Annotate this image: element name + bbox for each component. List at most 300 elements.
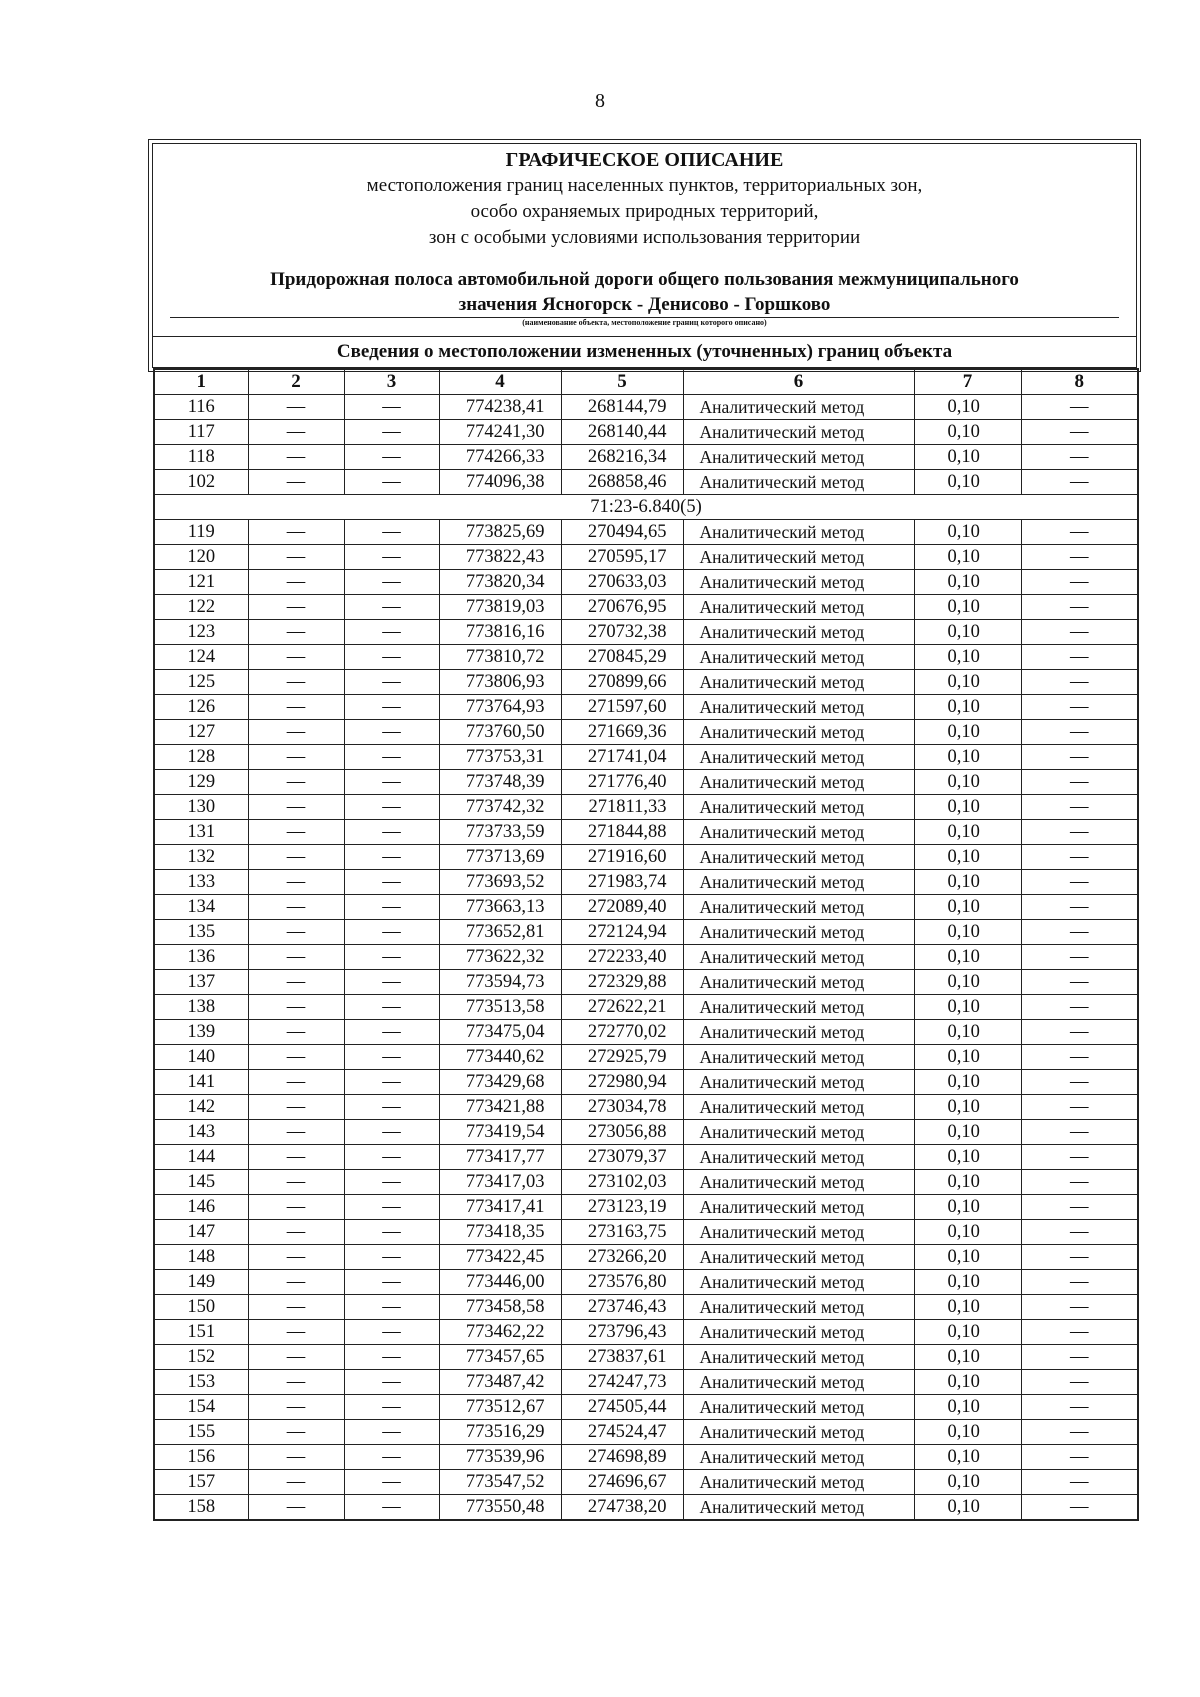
accuracy-cell: 0,10 xyxy=(914,1020,1021,1045)
accuracy-cell: 0,10 xyxy=(914,1320,1021,1345)
method-cell: Аналитический метод xyxy=(683,1220,914,1245)
point-number: 146 xyxy=(154,1195,248,1220)
method-cell: Аналитический метод xyxy=(683,845,914,870)
table-row xyxy=(154,595,1138,620)
method-cell: Аналитический метод xyxy=(683,470,914,495)
column-header: 7 xyxy=(914,369,1021,395)
x-coordinate: 773419,54 xyxy=(439,1120,561,1145)
dash-cell: — xyxy=(344,1045,439,1070)
dash-cell: — xyxy=(344,395,439,420)
method-cell: Аналитический метод xyxy=(683,1270,914,1295)
dash-cell: — xyxy=(248,895,344,920)
point-number: 139 xyxy=(154,1020,248,1045)
dash-cell: — xyxy=(344,1145,439,1170)
dash-cell: — xyxy=(1021,770,1138,795)
dash-cell: — xyxy=(1021,895,1138,920)
dash-cell: — xyxy=(344,520,439,545)
y-coordinate: 273123,19 xyxy=(561,1195,683,1220)
table-row xyxy=(154,1020,1138,1045)
accuracy-cell: 0,10 xyxy=(914,1295,1021,1320)
y-coordinate: 271983,74 xyxy=(561,870,683,895)
dash-cell: — xyxy=(248,670,344,695)
column-header: 4 xyxy=(439,369,561,395)
x-coordinate: 773733,59 xyxy=(439,820,561,845)
table-row xyxy=(154,1370,1138,1395)
table-row xyxy=(154,1145,1138,1170)
table-row xyxy=(154,1220,1138,1245)
x-coordinate: 773429,68 xyxy=(439,1070,561,1095)
x-coordinate: 773825,69 xyxy=(439,520,561,545)
accuracy-cell: 0,10 xyxy=(914,745,1021,770)
dash-cell: — xyxy=(248,1095,344,1120)
dash-cell: — xyxy=(344,795,439,820)
y-coordinate: 273796,43 xyxy=(561,1320,683,1345)
dash-cell: — xyxy=(248,695,344,720)
method-cell: Аналитический метод xyxy=(683,695,914,720)
y-coordinate: 273056,88 xyxy=(561,1120,683,1145)
dash-cell: — xyxy=(1021,820,1138,845)
dash-cell: — xyxy=(248,1445,344,1470)
method-cell: Аналитический метод xyxy=(683,970,914,995)
dash-cell: — xyxy=(1021,1370,1138,1395)
table-row xyxy=(154,445,1138,470)
page-number: 8 xyxy=(595,90,605,112)
method-cell: Аналитический метод xyxy=(683,895,914,920)
x-coordinate: 773550,48 xyxy=(439,1495,561,1521)
point-number: 132 xyxy=(154,845,248,870)
accuracy-cell: 0,10 xyxy=(914,1070,1021,1095)
dash-cell: — xyxy=(344,720,439,745)
dash-cell: — xyxy=(344,620,439,645)
dash-cell: — xyxy=(344,420,439,445)
dash-cell: — xyxy=(1021,1345,1138,1370)
dash-cell: — xyxy=(344,920,439,945)
table-row xyxy=(154,870,1138,895)
accuracy-cell: 0,10 xyxy=(914,1445,1021,1470)
method-cell: Аналитический метод xyxy=(683,720,914,745)
dash-cell: — xyxy=(344,1495,439,1521)
method-cell: Аналитический метод xyxy=(683,795,914,820)
x-coordinate: 773742,32 xyxy=(439,795,561,820)
method-cell: Аналитический метод xyxy=(683,1295,914,1320)
dash-cell: — xyxy=(248,1145,344,1170)
method-cell: Аналитический метод xyxy=(683,420,914,445)
y-coordinate: 270676,95 xyxy=(561,595,683,620)
accuracy-cell: 0,10 xyxy=(914,795,1021,820)
table-row xyxy=(154,970,1138,995)
dash-cell: — xyxy=(248,1370,344,1395)
dash-cell: — xyxy=(1021,920,1138,945)
dash-cell: — xyxy=(1021,595,1138,620)
x-coordinate: 773713,69 xyxy=(439,845,561,870)
dash-cell: — xyxy=(344,595,439,620)
y-coordinate: 268140,44 xyxy=(561,420,683,445)
point-number: 127 xyxy=(154,720,248,745)
dash-cell: — xyxy=(344,570,439,595)
accuracy-cell: 0,10 xyxy=(914,470,1021,495)
y-coordinate: 268858,46 xyxy=(561,470,683,495)
dash-cell: — xyxy=(344,545,439,570)
x-coordinate: 774266,33 xyxy=(439,445,561,470)
document-title: ГРАФИЧЕСКОЕ ОПИСАНИЕ xyxy=(505,149,784,171)
point-number: 122 xyxy=(154,595,248,620)
table-row xyxy=(154,1070,1138,1095)
dash-cell: — xyxy=(344,770,439,795)
dash-cell: — xyxy=(344,1020,439,1045)
y-coordinate: 274524,47 xyxy=(561,1420,683,1445)
y-coordinate: 274698,89 xyxy=(561,1445,683,1470)
dash-cell: — xyxy=(248,1220,344,1245)
x-coordinate: 773421,88 xyxy=(439,1095,561,1120)
subtitle-line: зон с особыми условиями использования территории xyxy=(428,227,861,248)
accuracy-cell: 0,10 xyxy=(914,1220,1021,1245)
dash-cell: — xyxy=(248,1295,344,1320)
dash-cell: — xyxy=(1021,670,1138,695)
dash-cell: — xyxy=(1021,1295,1138,1320)
point-number: 131 xyxy=(154,820,248,845)
dash-cell: — xyxy=(344,1070,439,1095)
x-coordinate: 773760,50 xyxy=(439,720,561,745)
y-coordinate: 273034,78 xyxy=(561,1095,683,1120)
dash-cell: — xyxy=(248,1320,344,1345)
dash-cell: — xyxy=(248,770,344,795)
x-coordinate: 773417,77 xyxy=(439,1145,561,1170)
method-cell: Аналитический метод xyxy=(683,995,914,1020)
y-coordinate: 271669,36 xyxy=(561,720,683,745)
point-number: 148 xyxy=(154,1245,248,1270)
dash-cell: — xyxy=(248,1470,344,1495)
dash-cell: — xyxy=(344,1170,439,1195)
column-header: 3 xyxy=(344,369,439,395)
method-cell: Аналитический метод xyxy=(683,1045,914,1070)
section-divider xyxy=(153,336,1136,337)
y-coordinate: 273079,37 xyxy=(561,1145,683,1170)
y-coordinate: 272622,21 xyxy=(561,995,683,1020)
y-coordinate: 272980,94 xyxy=(561,1070,683,1095)
accuracy-cell: 0,10 xyxy=(914,645,1021,670)
dash-cell: — xyxy=(1021,1470,1138,1495)
dash-cell: — xyxy=(1021,1245,1138,1270)
x-coordinate: 774096,38 xyxy=(439,470,561,495)
point-number: 140 xyxy=(154,1045,248,1070)
dash-cell: — xyxy=(248,870,344,895)
table-row xyxy=(154,1170,1138,1195)
accuracy-cell: 0,10 xyxy=(914,1420,1021,1445)
accuracy-cell: 0,10 xyxy=(914,1170,1021,1195)
x-coordinate: 773539,96 xyxy=(439,1445,561,1470)
x-coordinate: 773652,81 xyxy=(439,920,561,945)
dash-cell: — xyxy=(248,470,344,495)
dash-cell: — xyxy=(248,945,344,970)
column-header: 8 xyxy=(1021,369,1138,395)
x-coordinate: 773458,58 xyxy=(439,1295,561,1320)
dash-cell: — xyxy=(1021,1070,1138,1095)
y-coordinate: 272770,02 xyxy=(561,1020,683,1045)
table-row xyxy=(154,695,1138,720)
point-number: 147 xyxy=(154,1220,248,1245)
dash-cell: — xyxy=(248,1195,344,1220)
method-cell: Аналитический метод xyxy=(683,745,914,770)
column-header: 1 xyxy=(154,369,248,395)
y-coordinate: 268216,34 xyxy=(561,445,683,470)
accuracy-cell: 0,10 xyxy=(914,870,1021,895)
dash-cell: — xyxy=(344,1270,439,1295)
table-row xyxy=(154,1395,1138,1420)
y-coordinate: 274738,20 xyxy=(561,1495,683,1521)
dash-cell: — xyxy=(1021,1220,1138,1245)
table-row xyxy=(154,1445,1138,1470)
dash-cell: — xyxy=(344,1470,439,1495)
dash-cell: — xyxy=(344,695,439,720)
method-cell: Аналитический метод xyxy=(683,870,914,895)
y-coordinate: 273746,43 xyxy=(561,1295,683,1320)
dash-cell: — xyxy=(1021,945,1138,970)
y-coordinate: 271811,33 xyxy=(561,795,683,820)
accuracy-cell: 0,10 xyxy=(914,1245,1021,1270)
dash-cell: — xyxy=(1021,870,1138,895)
method-cell: Аналитический метод xyxy=(683,1020,914,1045)
column-header: 6 xyxy=(683,369,914,395)
method-cell: Аналитический метод xyxy=(683,1420,914,1445)
point-number: 117 xyxy=(154,420,248,445)
dash-cell: — xyxy=(344,820,439,845)
group-label: 71:23-6.840(5) xyxy=(154,495,1138,520)
x-coordinate: 773810,72 xyxy=(439,645,561,670)
accuracy-cell: 0,10 xyxy=(914,1145,1021,1170)
header-box xyxy=(152,143,1137,368)
table-row xyxy=(154,670,1138,695)
x-coordinate: 773819,03 xyxy=(439,595,561,620)
y-coordinate: 270494,65 xyxy=(561,520,683,545)
point-number: 125 xyxy=(154,670,248,695)
point-number: 129 xyxy=(154,770,248,795)
dash-cell: — xyxy=(1021,720,1138,745)
method-cell: Аналитический метод xyxy=(683,1170,914,1195)
accuracy-cell: 0,10 xyxy=(914,545,1021,570)
point-number: 143 xyxy=(154,1120,248,1145)
dash-cell: — xyxy=(1021,1095,1138,1120)
point-number: 121 xyxy=(154,570,248,595)
dash-cell: — xyxy=(248,745,344,770)
dash-cell: — xyxy=(248,395,344,420)
accuracy-cell: 0,10 xyxy=(914,1470,1021,1495)
point-number: 152 xyxy=(154,1345,248,1370)
dash-cell: — xyxy=(1021,1270,1138,1295)
method-cell: Аналитический метод xyxy=(683,1445,914,1470)
method-cell: Аналитический метод xyxy=(683,520,914,545)
dash-cell: — xyxy=(344,970,439,995)
x-coordinate: 773594,73 xyxy=(439,970,561,995)
y-coordinate: 268144,79 xyxy=(561,395,683,420)
accuracy-cell: 0,10 xyxy=(914,920,1021,945)
method-cell: Аналитический метод xyxy=(683,1245,914,1270)
point-number: 141 xyxy=(154,1070,248,1095)
table-row xyxy=(154,795,1138,820)
point-number: 149 xyxy=(154,1270,248,1295)
dash-cell: — xyxy=(344,945,439,970)
x-coordinate: 773764,93 xyxy=(439,695,561,720)
dash-cell: — xyxy=(248,1420,344,1445)
dash-cell: — xyxy=(248,820,344,845)
method-cell: Аналитический метод xyxy=(683,1095,914,1120)
column-header: 2 xyxy=(248,369,344,395)
dash-cell: — xyxy=(1021,745,1138,770)
x-coordinate: 773457,65 xyxy=(439,1345,561,1370)
point-number: 155 xyxy=(154,1420,248,1445)
point-number: 119 xyxy=(154,520,248,545)
table-row xyxy=(154,745,1138,770)
dash-cell: — xyxy=(344,1445,439,1470)
coordinates-table xyxy=(153,368,1139,1521)
point-number: 144 xyxy=(154,1145,248,1170)
y-coordinate: 272089,40 xyxy=(561,895,683,920)
x-coordinate: 773512,67 xyxy=(439,1395,561,1420)
x-coordinate: 773487,42 xyxy=(439,1370,561,1395)
dash-cell: — xyxy=(344,1370,439,1395)
dash-cell: — xyxy=(248,1070,344,1095)
table-row xyxy=(154,1495,1138,1521)
dash-cell: — xyxy=(248,1045,344,1070)
method-cell: Аналитический метод xyxy=(683,445,914,470)
y-coordinate: 274696,67 xyxy=(561,1470,683,1495)
dash-cell: — xyxy=(344,745,439,770)
accuracy-cell: 0,10 xyxy=(914,620,1021,645)
y-coordinate: 273163,75 xyxy=(561,1220,683,1245)
x-coordinate: 773513,58 xyxy=(439,995,561,1020)
point-number: 123 xyxy=(154,620,248,645)
dash-cell: — xyxy=(344,1245,439,1270)
table-row xyxy=(154,1345,1138,1370)
object-name-line: Придорожная полоса автомобильной дороги общего пользования межмуниципального xyxy=(270,269,1019,290)
y-coordinate: 271776,40 xyxy=(561,770,683,795)
dash-cell: — xyxy=(248,1270,344,1295)
method-cell: Аналитический метод xyxy=(683,1070,914,1095)
table-row xyxy=(154,420,1138,445)
x-coordinate: 773822,43 xyxy=(439,545,561,570)
point-number: 124 xyxy=(154,645,248,670)
dash-cell: — xyxy=(1021,470,1138,495)
method-cell: Аналитический метод xyxy=(683,1195,914,1220)
method-cell: Аналитический метод xyxy=(683,1145,914,1170)
y-coordinate: 273102,03 xyxy=(561,1170,683,1195)
y-coordinate: 270899,66 xyxy=(561,670,683,695)
table-row xyxy=(154,1045,1138,1070)
dash-cell: — xyxy=(1021,620,1138,645)
y-coordinate: 270845,29 xyxy=(561,645,683,670)
group-row xyxy=(154,495,1138,520)
method-cell: Аналитический метод xyxy=(683,545,914,570)
accuracy-cell: 0,10 xyxy=(914,595,1021,620)
accuracy-cell: 0,10 xyxy=(914,1370,1021,1395)
y-coordinate: 274505,44 xyxy=(561,1395,683,1420)
dash-cell: — xyxy=(1021,645,1138,670)
dash-cell: — xyxy=(1021,570,1138,595)
accuracy-cell: 0,10 xyxy=(914,1045,1021,1070)
dash-cell: — xyxy=(1021,1320,1138,1345)
dash-cell: — xyxy=(344,645,439,670)
dash-cell: — xyxy=(1021,1445,1138,1470)
dash-cell: — xyxy=(344,1420,439,1445)
dash-cell: — xyxy=(1021,1420,1138,1445)
dash-cell: — xyxy=(1021,1170,1138,1195)
accuracy-cell: 0,10 xyxy=(914,770,1021,795)
dash-cell: — xyxy=(248,1245,344,1270)
dash-cell: — xyxy=(1021,695,1138,720)
method-cell: Аналитический метод xyxy=(683,570,914,595)
x-coordinate: 773748,39 xyxy=(439,770,561,795)
dash-cell: — xyxy=(344,870,439,895)
y-coordinate: 273266,20 xyxy=(561,1245,683,1270)
accuracy-cell: 0,10 xyxy=(914,670,1021,695)
method-cell: Аналитический метод xyxy=(683,670,914,695)
dash-cell: — xyxy=(1021,970,1138,995)
y-coordinate: 271916,60 xyxy=(561,845,683,870)
point-number: 135 xyxy=(154,920,248,945)
point-number: 128 xyxy=(154,745,248,770)
table-row xyxy=(154,820,1138,845)
x-coordinate: 773820,34 xyxy=(439,570,561,595)
dash-cell: — xyxy=(248,445,344,470)
subtitle-line: местоположения границ населенных пунктов, территориальных зон, xyxy=(366,175,923,196)
y-coordinate: 271597,60 xyxy=(561,695,683,720)
x-coordinate: 773547,52 xyxy=(439,1470,561,1495)
table-row xyxy=(154,570,1138,595)
point-number: 120 xyxy=(154,545,248,570)
method-cell: Аналитический метод xyxy=(683,1395,914,1420)
accuracy-cell: 0,10 xyxy=(914,395,1021,420)
point-number: 154 xyxy=(154,1395,248,1420)
dash-cell: — xyxy=(1021,1195,1138,1220)
object-name-caption: (наименование объекта, местоположение границ которого описано) xyxy=(522,318,767,327)
method-cell: Аналитический метод xyxy=(683,1495,914,1521)
accuracy-cell: 0,10 xyxy=(914,820,1021,845)
table-row xyxy=(154,545,1138,570)
x-coordinate: 773475,04 xyxy=(439,1020,561,1045)
y-coordinate: 272233,40 xyxy=(561,945,683,970)
dash-cell: — xyxy=(1021,520,1138,545)
dash-cell: — xyxy=(344,1220,439,1245)
table-row xyxy=(154,920,1138,945)
dash-cell: — xyxy=(248,1395,344,1420)
table-row xyxy=(154,720,1138,745)
x-coordinate: 773462,22 xyxy=(439,1320,561,1345)
dash-cell: — xyxy=(248,920,344,945)
dash-cell: — xyxy=(1021,395,1138,420)
accuracy-cell: 0,10 xyxy=(914,520,1021,545)
dash-cell: — xyxy=(248,595,344,620)
table-header-row xyxy=(154,369,1138,395)
accuracy-cell: 0,10 xyxy=(914,845,1021,870)
object-name-line: значения Ясногорск - Денисово - Горшково xyxy=(458,294,831,315)
dash-cell: — xyxy=(344,470,439,495)
table-row xyxy=(154,1420,1138,1445)
table-row xyxy=(154,770,1138,795)
table-row xyxy=(154,1195,1138,1220)
accuracy-cell: 0,10 xyxy=(914,1345,1021,1370)
point-number: 138 xyxy=(154,995,248,1020)
y-coordinate: 272925,79 xyxy=(561,1045,683,1070)
dash-cell: — xyxy=(248,970,344,995)
accuracy-cell: 0,10 xyxy=(914,445,1021,470)
y-coordinate: 270633,03 xyxy=(561,570,683,595)
method-cell: Аналитический метод xyxy=(683,820,914,845)
table-row xyxy=(154,520,1138,545)
dash-cell: — xyxy=(248,1120,344,1145)
dash-cell: — xyxy=(344,895,439,920)
y-coordinate: 270732,38 xyxy=(561,620,683,645)
column-header: 5 xyxy=(561,369,683,395)
accuracy-cell: 0,10 xyxy=(914,1095,1021,1120)
